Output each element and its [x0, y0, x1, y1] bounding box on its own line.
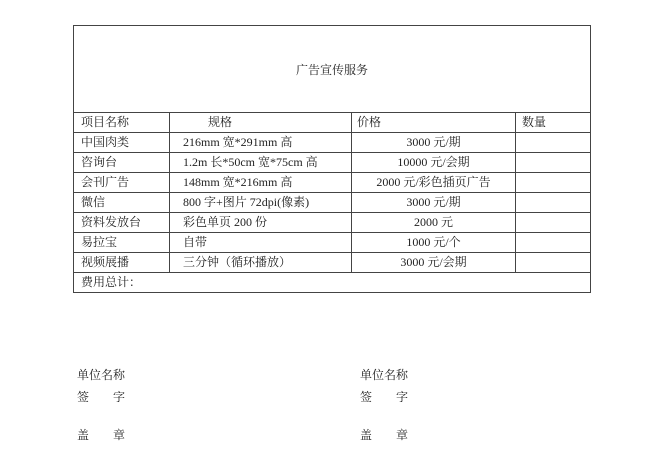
name-cell: 微信	[74, 193, 170, 213]
table-row	[74, 173, 591, 193]
document-title: 广告宣传服务	[74, 26, 591, 113]
spec-cell: 216mm 宽*291mm 高	[170, 133, 352, 153]
table-row	[74, 133, 591, 153]
spec-cell: 自带	[170, 233, 352, 253]
column-header: 项目名称	[74, 113, 170, 133]
price-cell: 2000 元/彩色插页广告	[352, 173, 516, 193]
unit-name-label: 单位名称	[77, 368, 126, 382]
price-cell: 2000 元	[352, 213, 516, 233]
spec-cell: 三分钟（循环播放）	[170, 253, 352, 273]
spec-cell: 148mm 宽*216mm 高	[170, 173, 352, 193]
table-row	[74, 253, 591, 273]
spec-cell: 800 字+图片 72dpi(像素)	[170, 193, 352, 213]
quantity-cell[interactable]	[516, 213, 591, 233]
signature-block-right	[360, 369, 540, 442]
price-cell: 3000 元/期	[352, 193, 516, 213]
column-header: 价格	[352, 113, 516, 133]
service-table	[73, 25, 591, 293]
total-label[interactable]: 费用总计：	[74, 273, 591, 293]
name-cell: 咨询台	[74, 153, 170, 173]
quantity-cell[interactable]	[516, 173, 591, 193]
quantity-cell[interactable]	[516, 233, 591, 253]
table-row	[74, 213, 591, 233]
quantity-cell[interactable]	[516, 153, 591, 173]
name-cell: 中国肉类	[74, 133, 170, 153]
signature-label: 签 字	[77, 390, 126, 404]
price-cell: 10000 元/会期	[352, 153, 516, 173]
spec-cell: 彩色单页 200 份	[170, 213, 352, 233]
signature-block-left	[77, 369, 257, 442]
total-row	[74, 273, 591, 293]
seal-label: 盖 章	[360, 428, 409, 442]
spec-cell: 1.2m 长*50cm 宽*75cm 高	[170, 153, 352, 173]
column-header: 规格	[170, 113, 352, 133]
quantity-cell[interactable]	[516, 253, 591, 273]
table-row	[74, 233, 591, 253]
name-cell: 资料发放台	[74, 213, 170, 233]
price-cell: 1000 元/个	[352, 233, 516, 253]
table-row	[74, 193, 591, 213]
price-cell: 3000 元/期	[352, 133, 516, 153]
table-header-row	[74, 113, 591, 133]
seal-label: 盖 章	[77, 428, 126, 442]
name-cell: 易拉宝	[74, 233, 170, 253]
name-cell: 会刊广告	[74, 173, 170, 193]
name-cell: 视频展播	[74, 253, 170, 273]
column-header: 数量	[516, 113, 591, 133]
table-row	[74, 153, 591, 173]
quantity-cell[interactable]	[516, 193, 591, 213]
signature-label: 签 字	[360, 390, 409, 404]
quantity-cell[interactable]	[516, 133, 591, 153]
price-cell: 3000 元/会期	[352, 253, 516, 273]
unit-name-label: 单位名称	[360, 368, 409, 382]
title-row	[74, 26, 591, 113]
